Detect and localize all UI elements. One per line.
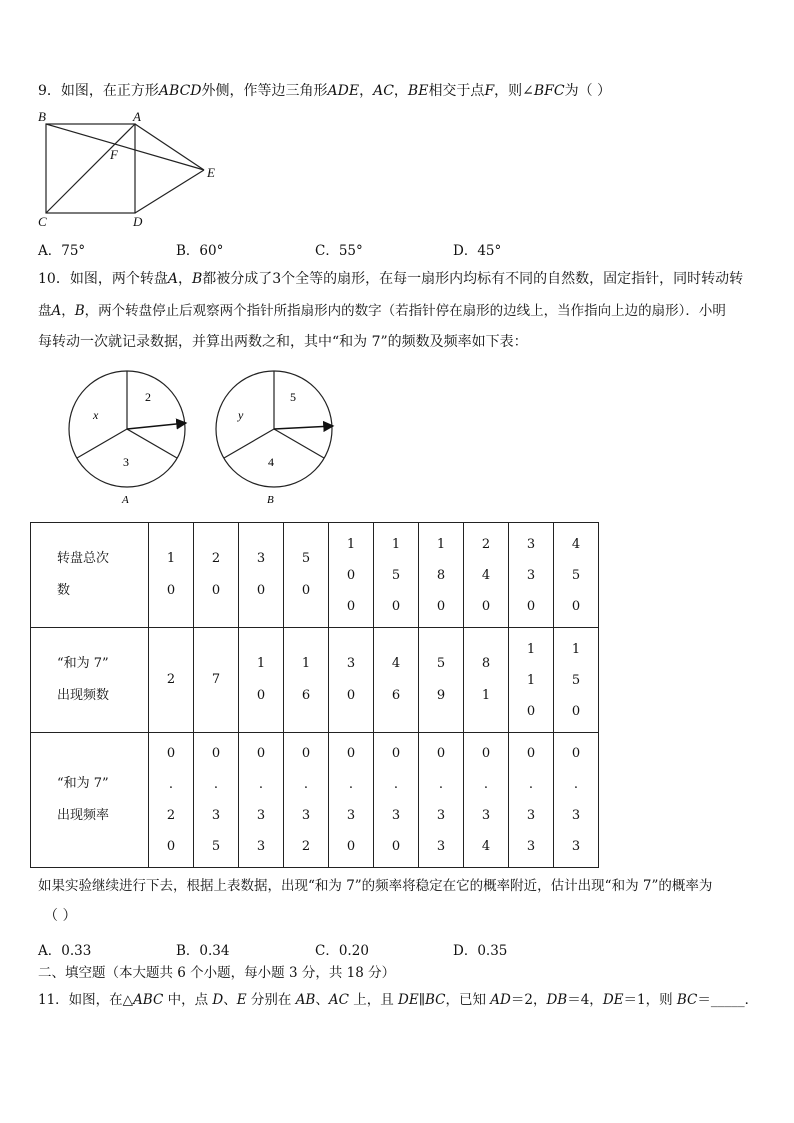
cell-value <box>509 738 553 862</box>
text: E <box>236 992 247 1008</box>
cell-char: 3 <box>256 551 266 566</box>
cell-char: 5 <box>571 567 581 583</box>
q9-option-d[interactable] <box>453 239 501 259</box>
text: ， <box>359 83 374 99</box>
table-cell <box>554 628 599 733</box>
cell-char: 8 <box>436 567 446 583</box>
cell-value <box>149 664 193 696</box>
cell-value <box>149 738 193 862</box>
spinner-a-caption: A <box>122 494 129 506</box>
cell-char: 6 <box>391 688 401 703</box>
text: A <box>167 271 178 287</box>
cell-char: 0 <box>346 839 356 854</box>
cell-char: 0 <box>256 688 266 703</box>
cell-char: 3 <box>526 567 536 583</box>
cell-char: 0 <box>526 598 536 614</box>
text: ＝2， <box>510 992 547 1008</box>
table-cell <box>419 733 464 868</box>
q9-option-b[interactable] <box>176 239 223 259</box>
cell-char: 9 <box>436 688 446 703</box>
table-cell <box>239 523 284 628</box>
text: ＝ <box>697 992 711 1008</box>
table-cell <box>464 628 509 733</box>
text: 出现频数 <box>57 688 110 703</box>
answer-blank[interactable]: _____ <box>710 992 745 1008</box>
text: 数 <box>57 583 71 598</box>
spinners-figure <box>60 366 350 508</box>
text: D． <box>453 943 478 959</box>
table-cell <box>509 733 554 868</box>
cell-value <box>419 529 463 622</box>
table-row-freqs <box>31 733 599 868</box>
label-c: C <box>38 214 47 229</box>
table-cell <box>419 628 464 733</box>
spinner-a-left: x <box>93 408 99 422</box>
cell-char: 3 <box>481 808 491 823</box>
cell-char: 1 <box>436 536 446 552</box>
cell-char: 0 <box>571 746 581 761</box>
cell-char: . <box>303 777 309 792</box>
cell-char: 3 <box>391 808 401 823</box>
table-cell <box>194 523 239 628</box>
cell-value <box>374 738 418 862</box>
text: 分别在 <box>246 992 296 1008</box>
cell-value <box>554 529 598 622</box>
text: ，已知 <box>445 992 491 1008</box>
cell-char: 1 <box>301 656 311 671</box>
text: 、 <box>223 992 237 1008</box>
cell-char: 0 <box>211 746 221 761</box>
q10-option-d[interactable] <box>453 939 507 959</box>
table-cell <box>194 733 239 868</box>
text: ADE <box>327 83 360 99</box>
cell-value <box>374 529 418 622</box>
cell-char: 3 <box>346 808 356 823</box>
cell-char: 1 <box>391 536 401 552</box>
cell-char: 0 <box>481 598 491 614</box>
text: 为（ ） <box>564 83 612 99</box>
text: BC <box>676 992 698 1008</box>
cell-char: 0 <box>166 839 176 854</box>
cell-char: 4 <box>391 656 401 671</box>
cell-value <box>329 738 373 862</box>
table-cell <box>194 628 239 733</box>
cell-value <box>194 664 238 696</box>
text: ， <box>393 83 408 99</box>
cell-char: . <box>573 777 579 792</box>
cell-char: 0 <box>526 746 536 761</box>
text: DB <box>546 992 568 1008</box>
text: A． <box>38 243 62 259</box>
cell-char: 3 <box>256 839 266 854</box>
text: ABC <box>133 992 164 1008</box>
table-cell <box>374 628 419 733</box>
text: 上，且 <box>348 992 399 1008</box>
question-10-line2 <box>38 301 726 321</box>
text: 0.20 <box>338 943 369 959</box>
text: ＝4， <box>567 992 603 1008</box>
cell-char: 5 <box>391 567 401 583</box>
cell-value <box>374 648 418 712</box>
text: 11．如图，在△ <box>38 992 134 1008</box>
text: ，则∠ <box>494 83 534 99</box>
text: ． <box>744 992 759 1008</box>
cell-char: 8 <box>481 656 491 671</box>
cell-char: 5 <box>436 656 446 671</box>
square-triangle-figure <box>34 108 224 230</box>
cell-char: 0 <box>391 598 401 614</box>
text: BFC <box>533 83 565 99</box>
cell-char: 0 <box>211 583 221 598</box>
text: 45° <box>477 243 502 259</box>
cell-char: 0 <box>436 746 446 761</box>
cell-char: 0 <box>166 583 176 598</box>
cell-char: 1 <box>346 536 356 552</box>
text: AC <box>328 992 349 1008</box>
text: AC <box>373 83 394 99</box>
text: 10．如图，两个转盘 <box>38 271 168 287</box>
cell-char: 5 <box>301 551 311 566</box>
text: 都被分成了3个全等的扇形，在每一扇形内均标有不同的自然数，固定指针，同时转动转 <box>202 271 744 287</box>
text: A． <box>38 943 62 959</box>
table-cell <box>554 733 599 868</box>
cell-char: 0 <box>436 598 446 614</box>
text: B <box>74 303 85 319</box>
text: ABCD <box>158 83 202 99</box>
segment-de <box>135 170 204 213</box>
cell-char: 3 <box>526 536 536 552</box>
cell-char: 0 <box>391 839 401 854</box>
text: 0.35 <box>477 943 508 959</box>
table-cell <box>284 628 329 733</box>
cell-value <box>419 738 463 862</box>
cell-char: 3 <box>571 808 581 823</box>
row-label-freqs <box>31 733 149 868</box>
table-cell <box>239 628 284 733</box>
cell-char: 3 <box>211 808 221 823</box>
cell-char: 3 <box>526 839 536 854</box>
cell-char: 0 <box>346 746 356 761</box>
table-cell <box>284 523 329 628</box>
q10-option-a[interactable] <box>38 939 91 959</box>
cell-value <box>149 543 193 607</box>
cell-char: 4 <box>481 839 491 854</box>
cell-value <box>284 648 328 712</box>
text: AD <box>490 992 511 1008</box>
text: F <box>484 83 495 99</box>
spinner-b-left: y <box>238 408 244 422</box>
cell-value <box>284 543 328 607</box>
cell-char: . <box>393 777 399 792</box>
text: D． <box>453 243 478 259</box>
table-cell <box>149 733 194 868</box>
table-cell <box>419 523 464 628</box>
cell-char: 6 <box>301 688 311 703</box>
label-e: E <box>207 165 215 180</box>
cell-value <box>464 529 508 622</box>
cell-char: 0 <box>571 598 581 614</box>
q10-option-c[interactable] <box>315 939 369 959</box>
text: 60° <box>199 243 224 259</box>
text: 相交于点 <box>428 83 485 99</box>
cell-value <box>464 648 508 712</box>
cell-char: 3 <box>436 808 446 823</box>
text: DE <box>398 992 419 1008</box>
text: A <box>51 303 62 319</box>
text: D <box>212 992 224 1008</box>
text: 55° <box>338 243 363 259</box>
cell-char: 2 <box>211 551 221 566</box>
cell-value <box>509 529 553 622</box>
text: ∥ <box>418 992 425 1008</box>
spinner-a <box>69 371 186 506</box>
cell-char: . <box>438 777 444 792</box>
label-d: D <box>133 214 143 229</box>
table-cell <box>464 523 509 628</box>
cell-char: 5 <box>211 839 221 854</box>
text: ， <box>177 271 192 287</box>
cell-char: 2 <box>166 672 176 687</box>
text: 9．如图，在正方形 <box>38 83 159 99</box>
pointer-arrow-icon <box>127 423 186 429</box>
table-cell <box>149 523 194 628</box>
question-10-line1 <box>38 269 743 289</box>
cell-char: . <box>483 777 489 792</box>
cell-char: 1 <box>526 641 536 657</box>
cell-char: 3 <box>436 839 446 854</box>
cell-char: 2 <box>301 839 311 854</box>
question-9-stem <box>38 81 611 101</box>
question-10-line3: 每转动一次就记录数据，并算出两数之和，其中“和为 7”的频数及频率如下表： <box>38 334 528 350</box>
cell-char: 0 <box>346 598 356 614</box>
segment-be <box>46 124 204 170</box>
answer-bracket: （ ） <box>44 908 77 924</box>
frequency-table <box>30 522 599 868</box>
cell-char: 3 <box>301 808 311 823</box>
text: B． <box>176 243 200 259</box>
cell-value <box>554 634 598 727</box>
text: 0.34 <box>199 943 230 959</box>
table-cell <box>284 733 329 868</box>
cell-char: . <box>213 777 219 792</box>
cell-value <box>419 648 463 712</box>
text: “和为 7” <box>57 656 109 671</box>
table-cell <box>149 628 194 733</box>
cell-char: 2 <box>166 808 176 823</box>
cell-value <box>329 529 373 622</box>
spinner-b-bottom: 4 <box>268 455 274 469</box>
text: C． <box>315 243 339 259</box>
text: 盘 <box>38 303 52 319</box>
cell-char: 0 <box>571 703 581 719</box>
text: 中，点 <box>163 992 213 1008</box>
cell-char: 0 <box>256 583 266 598</box>
q9-option-a[interactable] <box>38 239 85 259</box>
pointer-arrow-icon <box>274 426 333 429</box>
cell-char: . <box>258 777 264 792</box>
cell-char: 0 <box>301 583 311 598</box>
label-f: F <box>110 147 118 162</box>
cell-char: 0 <box>346 688 356 703</box>
text: 转盘总次 <box>57 551 110 566</box>
cell-char: 0 <box>256 746 266 761</box>
table-row-counts <box>31 628 599 733</box>
spinner-b-caption: B <box>267 494 274 506</box>
text: BC <box>424 992 446 1008</box>
spinner-a-top: 2 <box>145 390 151 404</box>
table-row-totals <box>31 523 599 628</box>
cell-char: 1 <box>481 688 491 703</box>
cell-value <box>239 543 283 607</box>
text: B． <box>176 943 200 959</box>
text: BE <box>407 83 429 99</box>
text: 75° <box>61 243 86 259</box>
spinner-b-top: 5 <box>290 390 296 404</box>
table-cell <box>374 733 419 868</box>
cell-value <box>284 738 328 862</box>
table-cell <box>329 628 374 733</box>
table-cell <box>374 523 419 628</box>
spinner-b <box>216 371 333 506</box>
table-cell <box>464 733 509 868</box>
row-label-counts <box>31 628 149 733</box>
cell-char: 4 <box>481 567 491 583</box>
table-cell <box>329 523 374 628</box>
cell-char: 1 <box>526 672 536 688</box>
question-11-stem <box>38 990 758 1010</box>
cell-char: 0 <box>301 746 311 761</box>
cell-value <box>239 738 283 862</box>
cell-char: . <box>528 777 534 792</box>
cell-char: 7 <box>211 672 221 687</box>
table-cell <box>554 523 599 628</box>
cell-char: 0 <box>346 567 356 583</box>
cell-value <box>509 634 553 727</box>
text: DE <box>602 992 624 1008</box>
text: ＝1，则 <box>623 992 677 1008</box>
spinner-a-bottom: 3 <box>123 455 129 469</box>
q9-option-c[interactable] <box>315 239 363 259</box>
cell-char: . <box>168 777 174 792</box>
cell-char: 3 <box>526 808 536 823</box>
cell-char: 1 <box>166 551 176 566</box>
cell-value <box>554 738 598 862</box>
row-label-totals <box>31 523 149 628</box>
cell-char: . <box>348 777 354 792</box>
text: AB <box>295 992 316 1008</box>
text: “和为 7” <box>57 776 109 791</box>
cell-char: 0 <box>481 746 491 761</box>
cell-char: 4 <box>571 536 581 552</box>
text: ， <box>61 303 75 319</box>
cell-char: 1 <box>571 641 581 657</box>
table-cell <box>509 523 554 628</box>
cell-char: 5 <box>571 672 581 688</box>
text: 外侧，作等边三角形 <box>201 83 328 99</box>
text: C． <box>315 943 339 959</box>
text: 出现频率 <box>57 808 110 823</box>
cell-char: 3 <box>571 839 581 854</box>
cell-value <box>194 738 238 862</box>
text: B <box>191 271 203 287</box>
label-a: A <box>133 109 141 124</box>
cell-value <box>194 543 238 607</box>
label-b: B <box>38 109 46 124</box>
table-cell <box>509 628 554 733</box>
cell-value <box>239 648 283 712</box>
text: 、 <box>315 992 329 1008</box>
cell-char: 3 <box>346 656 356 671</box>
question-10-conclusion: 如果实验继续进行下去，根据上表数据，出现“和为 7”的频率将稳定在它的概率附近，估计出现“和为 7”的概率为 <box>38 878 713 894</box>
cell-value <box>329 648 373 712</box>
cell-value <box>464 738 508 862</box>
q10-option-b[interactable] <box>176 939 229 959</box>
table-cell <box>239 733 284 868</box>
cell-char: 0 <box>526 703 536 719</box>
segment-ae <box>135 124 204 170</box>
text: ，两个转盘停止后观察两个指针所指扇形内的数字（若指针停在扇形的边线上，当作指向上边的扇形）．小明 <box>84 303 726 319</box>
cell-char: 0 <box>391 746 401 761</box>
section-heading: 二、填空题（本大题共 6 个小题，每小题 3 分，共 18 分） <box>38 965 396 981</box>
table-cell <box>329 733 374 868</box>
cell-char: 0 <box>166 746 176 761</box>
text: 0.33 <box>61 943 92 959</box>
cell-char: 2 <box>481 536 491 552</box>
cell-char: 3 <box>256 808 266 823</box>
cell-char: 1 <box>256 656 266 671</box>
